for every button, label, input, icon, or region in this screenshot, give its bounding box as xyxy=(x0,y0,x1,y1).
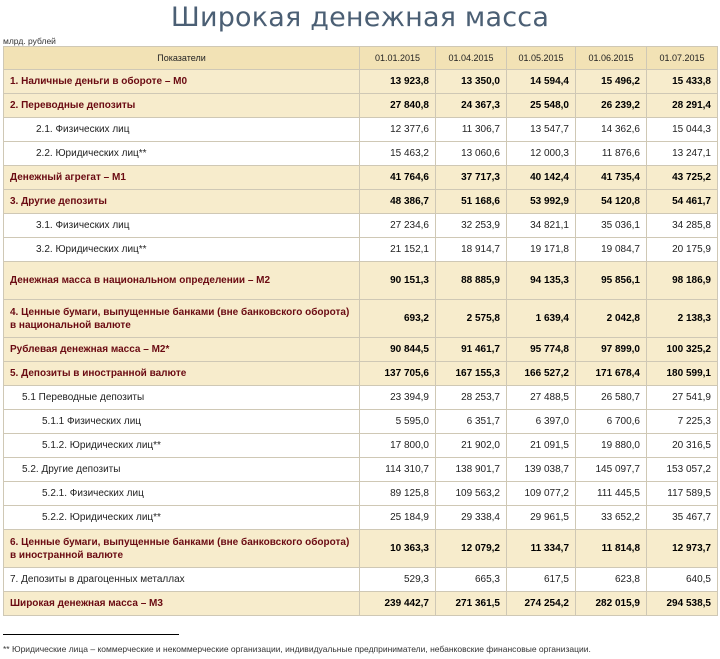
row-label: 5.2.2. Юридических лиц** xyxy=(4,506,360,530)
table-cell: 137 705,6 xyxy=(360,362,436,386)
table-cell: 40 142,4 xyxy=(507,166,576,190)
table-row xyxy=(4,238,718,262)
table-cell: 53 992,9 xyxy=(507,190,576,214)
table-row xyxy=(4,262,718,300)
table-cell: 109 563,2 xyxy=(436,482,507,506)
row-label: 5.1 Переводные депозиты xyxy=(4,386,360,410)
table-row xyxy=(4,592,718,616)
table-row xyxy=(4,190,718,214)
column-header: 01.07.2015 xyxy=(647,47,718,70)
table-cell: 27 488,5 xyxy=(507,386,576,410)
table-cell: 623,8 xyxy=(576,568,647,592)
table-cell: 640,5 xyxy=(647,568,718,592)
table-cell: 153 057,2 xyxy=(647,458,718,482)
table-cell: 114 310,7 xyxy=(360,458,436,482)
money-supply-table xyxy=(3,46,718,616)
table-cell: 26 580,7 xyxy=(576,386,647,410)
table-cell: 19 171,8 xyxy=(507,238,576,262)
table-cell: 282 015,9 xyxy=(576,592,647,616)
table-cell: 95 856,1 xyxy=(576,262,647,300)
table-cell: 11 306,7 xyxy=(436,118,507,142)
table-cell: 117 589,5 xyxy=(647,482,718,506)
table-cell: 15 496,2 xyxy=(576,70,647,94)
table-cell: 19 880,0 xyxy=(576,434,647,458)
table-cell: 35 036,1 xyxy=(576,214,647,238)
table-cell: 90 844,5 xyxy=(360,338,436,362)
table-row xyxy=(4,530,718,568)
table-cell: 13 247,1 xyxy=(647,142,718,166)
table-cell: 27 840,8 xyxy=(360,94,436,118)
table-cell: 12 973,7 xyxy=(647,530,718,568)
table-cell: 180 599,1 xyxy=(647,362,718,386)
table-cell: 271 361,5 xyxy=(436,592,507,616)
table-cell: 33 652,2 xyxy=(576,506,647,530)
table-cell: 43 725,2 xyxy=(647,166,718,190)
table-row xyxy=(4,458,718,482)
table-cell: 13 923,8 xyxy=(360,70,436,94)
table-cell: 12 079,2 xyxy=(436,530,507,568)
table-cell: 2 138,3 xyxy=(647,300,718,338)
table-cell: 145 097,7 xyxy=(576,458,647,482)
table-cell: 20 175,9 xyxy=(647,238,718,262)
table-cell: 2 575,8 xyxy=(436,300,507,338)
row-label: 5.1.1 Физических лиц xyxy=(4,410,360,434)
table-cell: 28 253,7 xyxy=(436,386,507,410)
row-label: 4. Ценные бумаги, выпущенные банками (вне банковского оборота) в национальной валюте xyxy=(4,300,360,338)
table-row xyxy=(4,386,718,410)
table-cell: 41 735,4 xyxy=(576,166,647,190)
table-row xyxy=(4,94,718,118)
column-header: 01.01.2015 xyxy=(360,47,436,70)
table-cell: 88 885,9 xyxy=(436,262,507,300)
row-label: 5.1.2. Юридических лиц** xyxy=(4,434,360,458)
table-cell: 97 899,0 xyxy=(576,338,647,362)
table-cell: 5 595,0 xyxy=(360,410,436,434)
table-cell: 111 445,5 xyxy=(576,482,647,506)
table-cell: 12 377,6 xyxy=(360,118,436,142)
table-row xyxy=(4,482,718,506)
table-cell: 37 717,3 xyxy=(436,166,507,190)
table-cell: 166 527,2 xyxy=(507,362,576,386)
table-cell: 95 774,8 xyxy=(507,338,576,362)
table-cell: 21 091,5 xyxy=(507,434,576,458)
table-cell: 17 800,0 xyxy=(360,434,436,458)
row-label: Денежная масса в национальном определении – М2 xyxy=(4,262,360,300)
table-cell: 29 961,5 xyxy=(507,506,576,530)
table-cell: 48 386,7 xyxy=(360,190,436,214)
table-cell: 18 914,7 xyxy=(436,238,507,262)
row-label: 5.2. Другие депозиты xyxy=(4,458,360,482)
footnote: ** Юридические лица – коммерческие и некоммерческие организации, индивидуальные предприниматели, небанковские финансовые организации. xyxy=(3,644,591,654)
table-cell: 41 764,6 xyxy=(360,166,436,190)
row-label: 2.1. Физических лиц xyxy=(4,118,360,142)
table-header-row xyxy=(4,47,718,70)
table-cell: 100 325,2 xyxy=(647,338,718,362)
table-row xyxy=(4,142,718,166)
table-cell: 89 125,8 xyxy=(360,482,436,506)
table-cell: 10 363,3 xyxy=(360,530,436,568)
table-cell: 20 316,5 xyxy=(647,434,718,458)
row-label: 5.2.1. Физических лиц xyxy=(4,482,360,506)
table-row xyxy=(4,506,718,530)
table-cell: 98 186,9 xyxy=(647,262,718,300)
table-cell: 15 044,3 xyxy=(647,118,718,142)
table-row xyxy=(4,214,718,238)
table-row xyxy=(4,166,718,190)
table-cell: 11 334,7 xyxy=(507,530,576,568)
table-cell: 23 394,9 xyxy=(360,386,436,410)
table-cell: 1 639,4 xyxy=(507,300,576,338)
table-cell: 6 351,7 xyxy=(436,410,507,434)
table-cell: 14 362,6 xyxy=(576,118,647,142)
table-cell: 274 254,2 xyxy=(507,592,576,616)
table-cell: 21 902,0 xyxy=(436,434,507,458)
table-cell: 25 548,0 xyxy=(507,94,576,118)
table-cell: 529,3 xyxy=(360,568,436,592)
table-cell: 27 541,9 xyxy=(647,386,718,410)
table-cell: 239 442,7 xyxy=(360,592,436,616)
table-cell: 27 234,6 xyxy=(360,214,436,238)
row-label: 3.2. Юридических лиц** xyxy=(4,238,360,262)
row-label: 2.2. Юридических лиц** xyxy=(4,142,360,166)
table-cell: 13 060,6 xyxy=(436,142,507,166)
table-row xyxy=(4,118,718,142)
table-cell: 91 461,7 xyxy=(436,338,507,362)
table-row xyxy=(4,434,718,458)
row-label: 1. Наличные деньги в обороте – М0 xyxy=(4,70,360,94)
table-cell: 35 467,7 xyxy=(647,506,718,530)
footnote-divider xyxy=(3,634,179,635)
table-row xyxy=(4,568,718,592)
table-cell: 6 397,0 xyxy=(507,410,576,434)
column-header: 01.04.2015 xyxy=(436,47,507,70)
table-row xyxy=(4,70,718,94)
row-label: 7. Депозиты в драгоценных металлах xyxy=(4,568,360,592)
table-row xyxy=(4,338,718,362)
table-cell: 109 077,2 xyxy=(507,482,576,506)
table-cell: 54 461,7 xyxy=(647,190,718,214)
table-cell: 28 291,4 xyxy=(647,94,718,118)
table-row xyxy=(4,362,718,386)
row-label: 3. Другие депозиты xyxy=(4,190,360,214)
table-cell: 15 433,8 xyxy=(647,70,718,94)
table-cell: 294 538,5 xyxy=(647,592,718,616)
column-header: 01.05.2015 xyxy=(507,47,576,70)
table-cell: 138 901,7 xyxy=(436,458,507,482)
row-label: 2. Переводные депозиты xyxy=(4,94,360,118)
table-cell: 665,3 xyxy=(436,568,507,592)
row-label: 6. Ценные бумаги, выпущенные банками (вне банковского оборота) в иностранной валюте xyxy=(4,530,360,568)
column-header: 01.06.2015 xyxy=(576,47,647,70)
table-cell: 25 184,9 xyxy=(360,506,436,530)
table-cell: 14 594,4 xyxy=(507,70,576,94)
table-cell: 34 285,8 xyxy=(647,214,718,238)
row-label: Денежный агрегат – М1 xyxy=(4,166,360,190)
row-label: Широкая денежная масса – М3 xyxy=(4,592,360,616)
table-row xyxy=(4,300,718,338)
table-cell: 171 678,4 xyxy=(576,362,647,386)
table-cell: 6 700,6 xyxy=(576,410,647,434)
table-cell: 693,2 xyxy=(360,300,436,338)
table-cell: 51 168,6 xyxy=(436,190,507,214)
table-cell: 11 814,8 xyxy=(576,530,647,568)
table-cell: 34 821,1 xyxy=(507,214,576,238)
table-cell: 13 350,0 xyxy=(436,70,507,94)
table-cell: 19 084,7 xyxy=(576,238,647,262)
table-cell: 26 239,2 xyxy=(576,94,647,118)
table-cell: 21 152,1 xyxy=(360,238,436,262)
table-cell: 7 225,3 xyxy=(647,410,718,434)
table-cell: 54 120,8 xyxy=(576,190,647,214)
row-label: Рублевая денежная масса – М2* xyxy=(4,338,360,362)
table-cell: 13 547,7 xyxy=(507,118,576,142)
row-label: 5. Депозиты в иностранной валюте xyxy=(4,362,360,386)
table-cell: 2 042,8 xyxy=(576,300,647,338)
page-title: Широкая денежная масса xyxy=(170,2,550,33)
table-cell: 11 876,6 xyxy=(576,142,647,166)
table-cell: 139 038,7 xyxy=(507,458,576,482)
table-cell: 94 135,3 xyxy=(507,262,576,300)
table-cell: 12 000,3 xyxy=(507,142,576,166)
table-cell: 167 155,3 xyxy=(436,362,507,386)
table-row xyxy=(4,410,718,434)
table-cell: 24 367,3 xyxy=(436,94,507,118)
row-label: 3.1. Физических лиц xyxy=(4,214,360,238)
unit-label: млрд. рублей xyxy=(3,36,56,46)
table-cell: 29 338,4 xyxy=(436,506,507,530)
table-cell: 90 151,3 xyxy=(360,262,436,300)
table-cell: 617,5 xyxy=(507,568,576,592)
table-cell: 32 253,9 xyxy=(436,214,507,238)
table-cell: 15 463,2 xyxy=(360,142,436,166)
column-header: Показатели xyxy=(4,47,360,70)
